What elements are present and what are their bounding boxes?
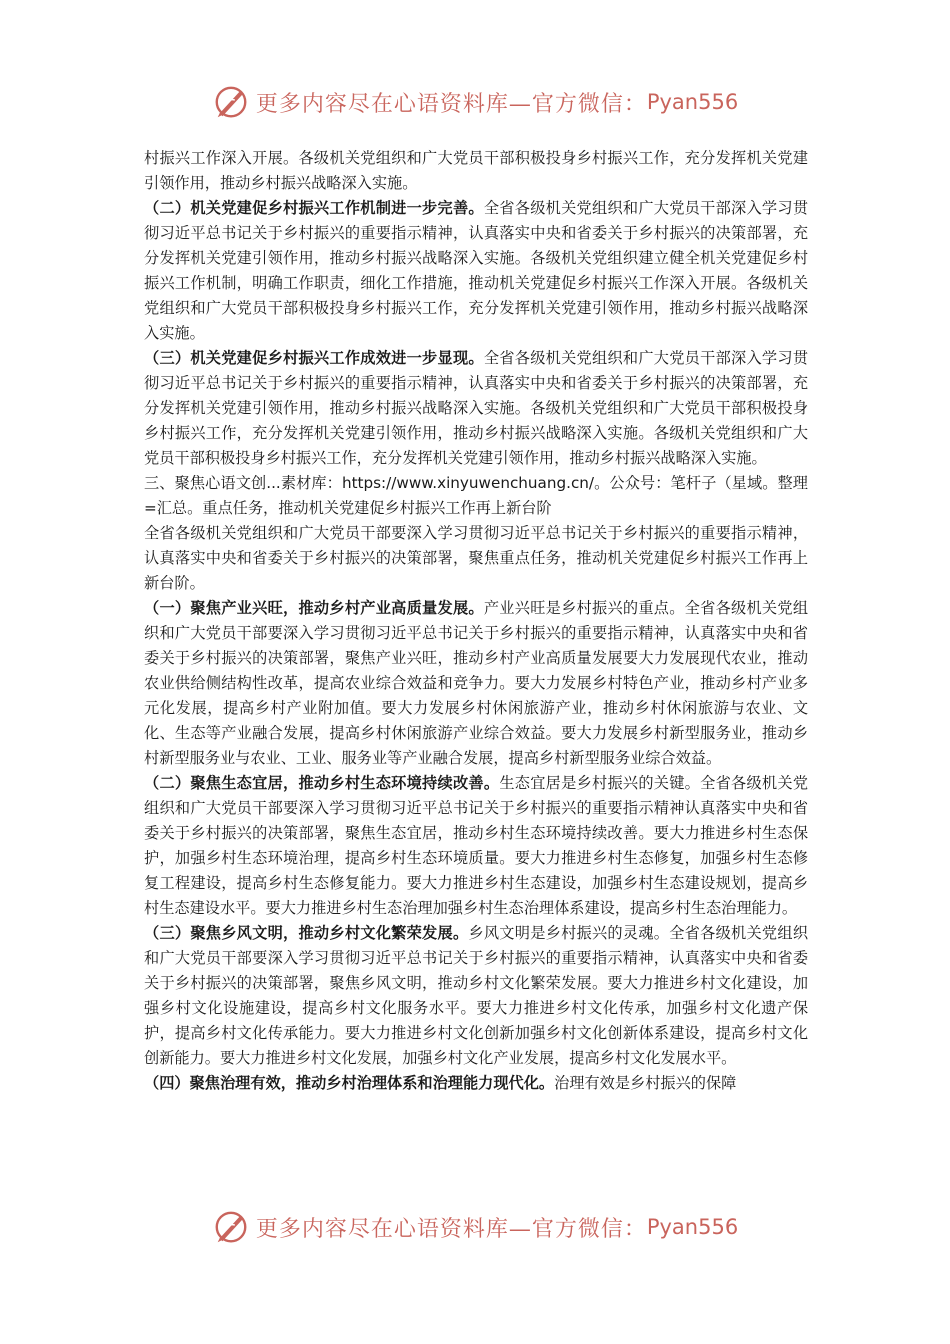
banner-account: Pyan556: [646, 1215, 739, 1239]
paragraph: （二）机关党建促乡村振兴工作机制进一步完善。全省各级机关党组织和广大党员干部深入学习贯彻习近平总书记关于乡村振兴的重要指示精神，认真落实中央和省委关于乡村振兴的决策部署，充分发挥机关党建引领作用，推动乡村振兴战略深入实施。各级机关党组织建立健全机关党建促乡村振兴工作机制，明确工作职责，细化工作措施，推动机关党建促乡村振兴工作深入开展。各级机关党组织和广大党员干部积极投身乡村振兴工作，充分发挥机关党建引领作用，推动乡村振兴战略深入实施。: [144, 199, 809, 342]
banner-text: 更多内容尽在心语资料库—官方微信：: [255, 91, 647, 117]
banner-text: 更多内容尽在心语资料库—官方微信：: [255, 1216, 647, 1242]
document-body: [144, 146, 808, 1096]
paragraph: （一）聚焦产业兴旺，推动乡村产业高质量发展。产业兴旺是乡村振兴的重点。全省各级机关党组织和广大党员干部要深入学习贯彻习近平总书记关于乡村振兴的重要指示精神，认真落实中央和省委关于乡村振兴的决策部署，聚焦产业兴旺，推动乡村产业高质量发展要大力发展现代农业，推动农业供给侧结构性改革，提高农业综合效益和竞争力。要大力发展乡村特色产业，推动乡村产业多元化发展，提高乡村产业附加值。要大力发展乡村休闲旅游产业，推动乡村休闲旅游与农业、文化、生态等产业融合发展，提高乡村休闲旅游产业综合效益。要大力发展乡村新型服务业，推动乡村新型服务业与农业、工业、服务业等产业融合发展，提高乡村新型服务业综合效益。: [144, 599, 809, 767]
pen-logo-icon: [212, 83, 250, 121]
paragraph: （三）聚焦乡风文明，推动乡村文化繁荣发展。乡风文明是乡村振兴的灵魂。全省各级机关党组织和广大党员干部要深入学习贯彻习近平总书记关于乡村振兴的重要指示精神，认真落实中央和省委关于乡村振兴的决策部署，聚焦乡风文明，推动乡村文化繁荣发展。要大力推进乡村文化建设，加强乡村文化设施建设，提高乡村文化服务水平。要大力推进乡村文化传承，加强乡村文化遗产保护，提高乡村文化传承能力。要大力推进乡村文化创新加强乡村文化创新体系建设，提高乡村文化创新能力。要大力推进乡村文化发展，加强乡村文化产业发展，提高乡村文化发展水平。: [144, 924, 809, 1067]
paragraph: （二）聚焦生态宜居，推动乡村生态环境持续改善。生态宜居是乡村振兴的关键。全省各级机关党组织和广大党员干部要深入学习贯彻习近平总书记关于乡村振兴的重要指示精神认真落实中央和省委关于乡村振兴的决策部署，聚焦生态宜居，推动乡村生态环境持续改善。要大力推进乡村生态保护，加强乡村生态环境治理，提高乡村生态环境质量。要大力推进乡村生态修复，加强乡村生态修复工程建设，提高乡村生态修复能力。要大力推进乡村生态建设，加强乡村生态建设规划，提高乡村生态建设水平。要大力推进乡村生态治理加强乡村生态治理体系建设，提高乡村生态治理能力。: [144, 774, 809, 917]
section-heading: 三、聚焦心语文创...素材库：https://www.xinyuwenchuang.cn/。公众号：笔杆子（星域。整理=汇总。重点任务，推动机关党建促乡村振兴工作再上新台阶: [144, 474, 808, 517]
pen-logo-icon: [212, 1208, 250, 1246]
section-intro: 全省各级机关党组织和广大党员干部要深入学习贯彻习近平总书记关于乡村振兴的重要指示精神，认真落实中央和省委关于乡村振兴的决策部署，聚焦重点任务，推动机关党建促乡村振兴工作再上新台阶。: [144, 524, 808, 592]
banner-account: Pyan556: [646, 90, 739, 114]
paragraph: 村振兴工作深入开展。各级机关党组织和广大党员干部积极投身乡村振兴工作，充分发挥机关党建引领作用，推动乡村振兴战略深入实施。: [144, 149, 808, 192]
paragraph: （四）聚焦治理有效，推动乡村治理体系和治理能力现代化。治理有效是乡村振兴的保障: [144, 1074, 737, 1092]
header-banner: [0, 80, 950, 124]
paragraph: （三）机关党建促乡村振兴工作成效进一步显现。全省各级机关党组织和广大党员干部深入学习贯彻习近平总书记关于乡村振兴的重要指示精神，认真落实中央和省委关于乡村振兴的决策部署，充分发挥机关党建引领作用，推动乡村振兴战略深入实施。各级机关党组织和广大党员干部积极投身乡村振兴工作，充分发挥机关党建引领作用，推动乡村振兴战略深入实施。各级机关党组织和广大党员干部积极投身乡村振兴工作，充分发挥机关党建引领作用，推动乡村振兴战略深入实施。: [144, 349, 809, 467]
footer-banner: [0, 1205, 950, 1249]
